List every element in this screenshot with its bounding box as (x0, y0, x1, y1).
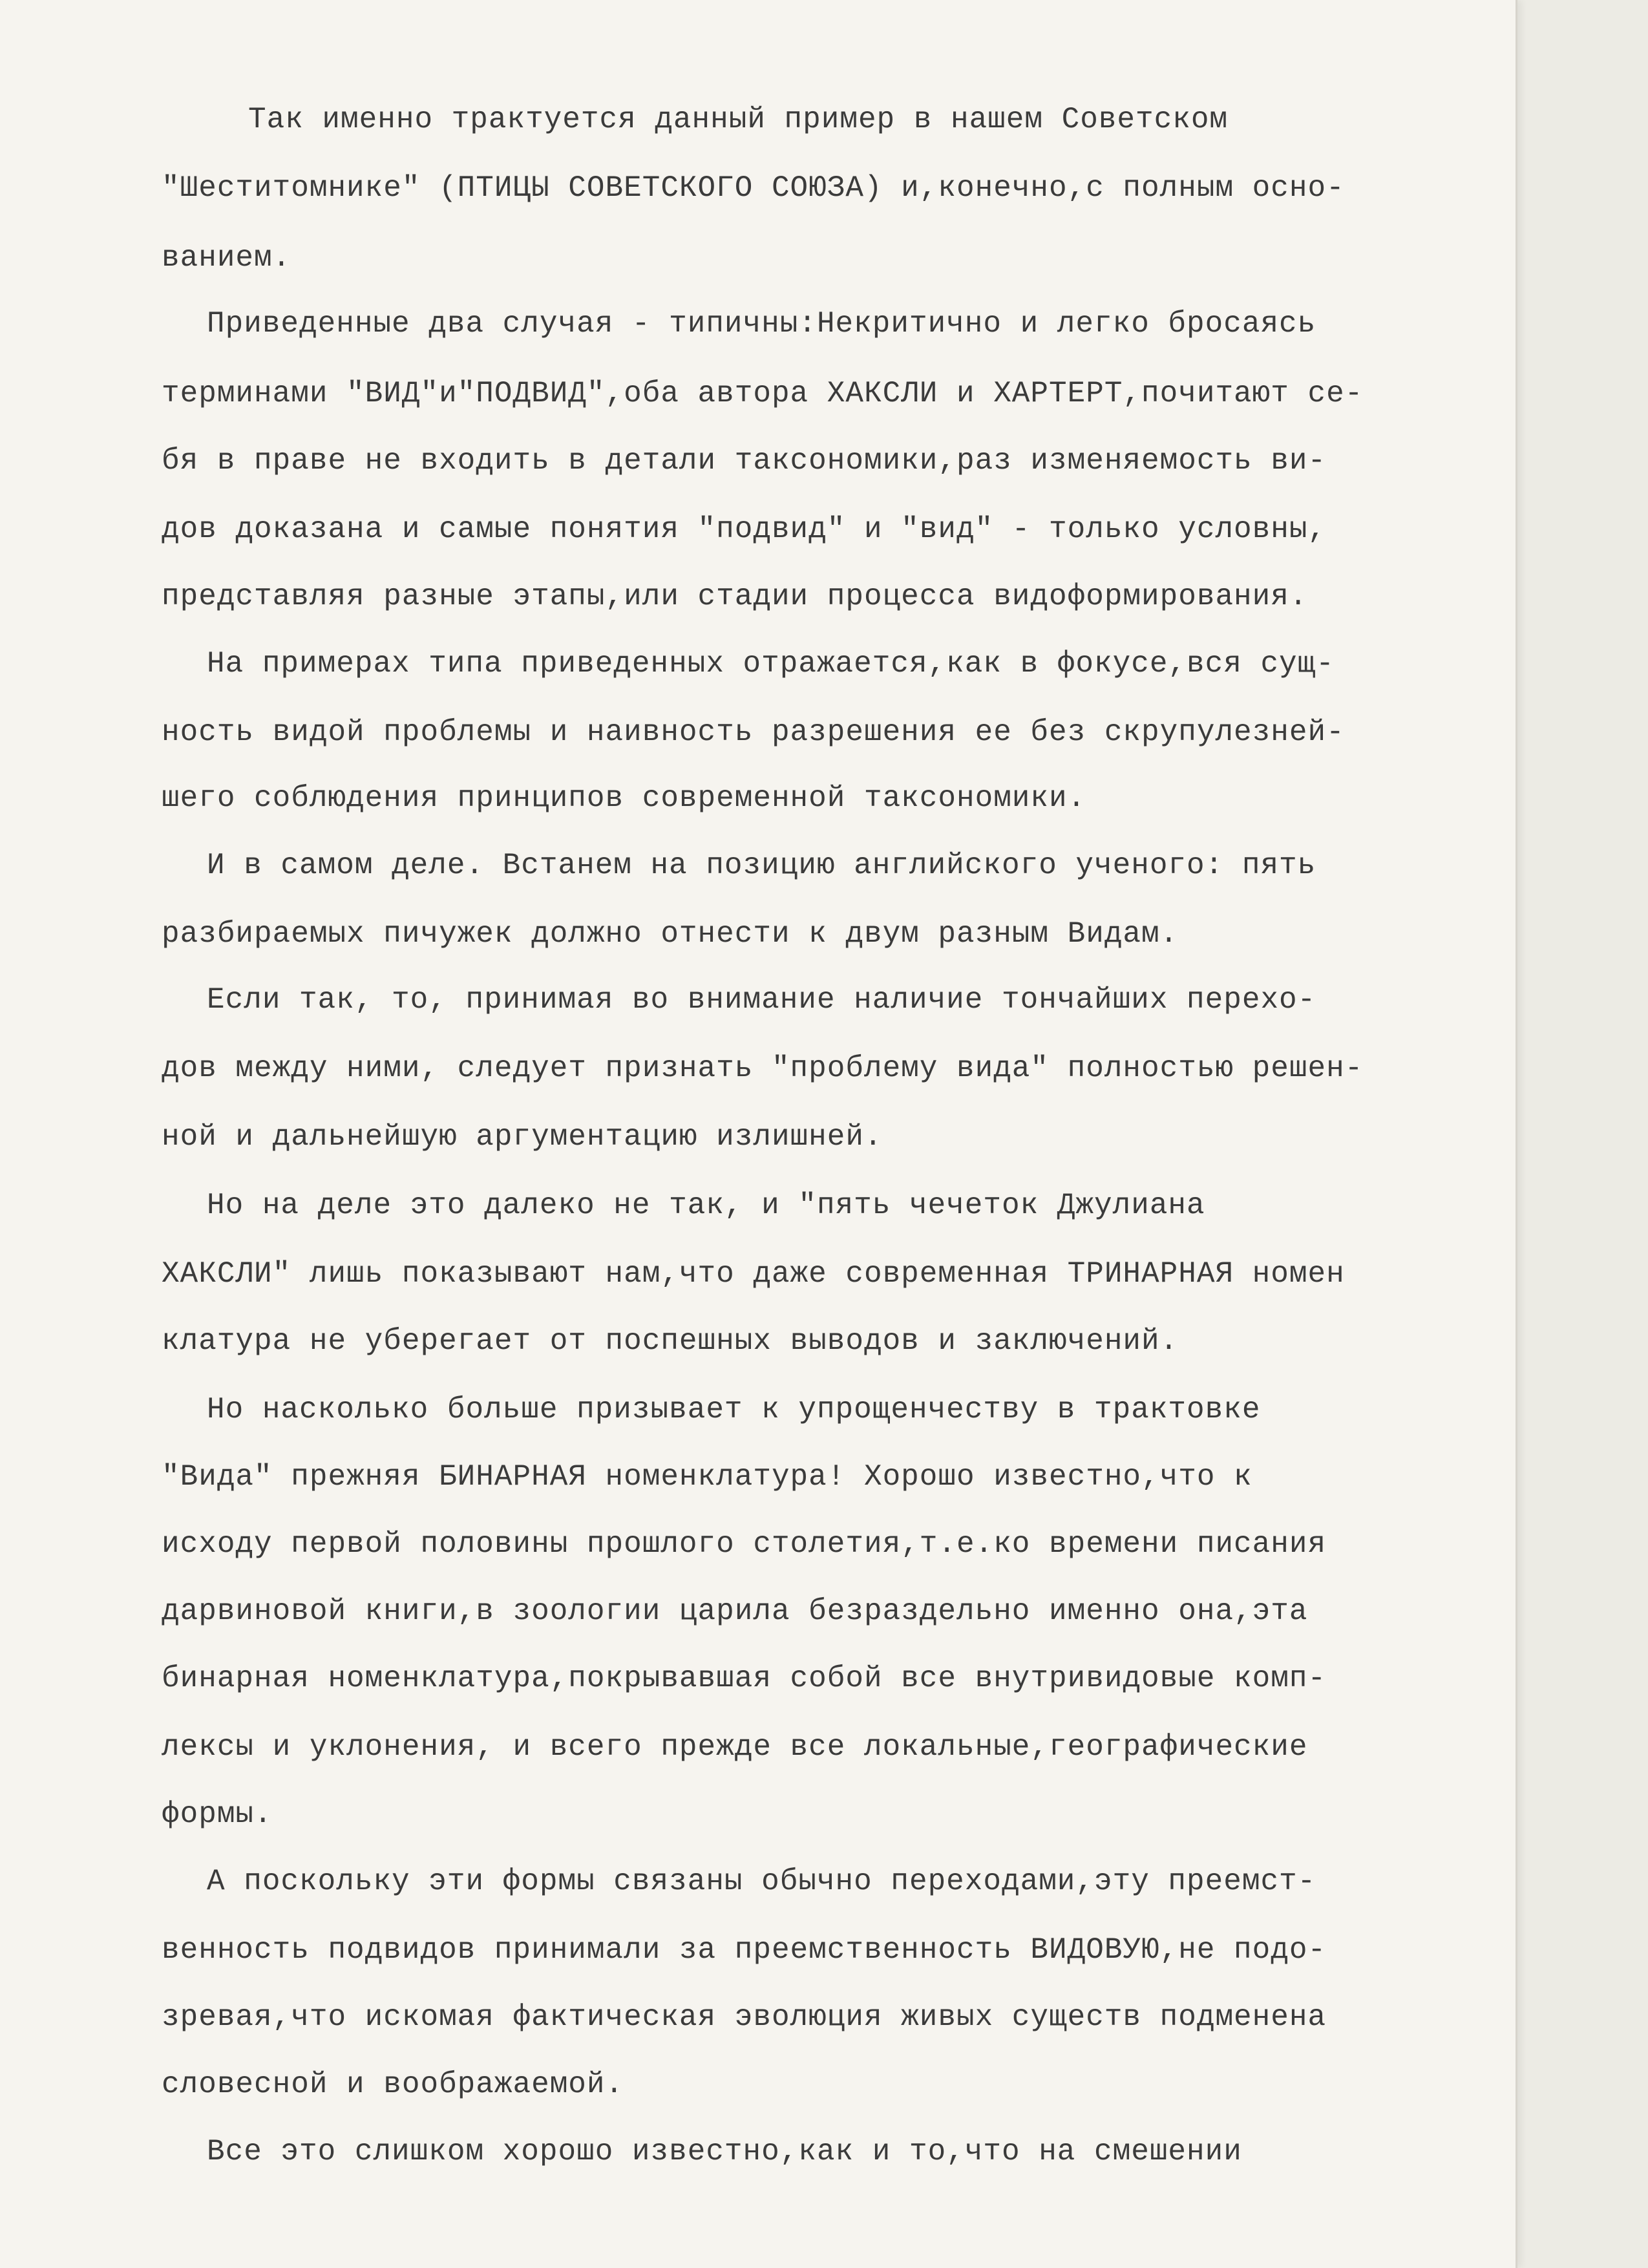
text-line: венность подвидов принимали за преемственность ВИДОВУЮ,не подо- (162, 1933, 1327, 1967)
text-line: ной и дальнейшую аргументацию излишней. (162, 1120, 883, 1154)
text-line: дов между ними, следует признать "проблему вида" полностью решен- (162, 1052, 1364, 1085)
text-line: ХАКСЛИ" лишь показывают нам,что даже современная ТРИНАРНАЯ номен (162, 1257, 1345, 1291)
text-line: исходу первой половины прошлого столетия,т.е.ко времени писания (162, 1527, 1327, 1561)
text-line: Все это слишком хорошо известно,как и то,что на смешении (207, 2135, 1242, 2168)
text-line: ванием. (162, 241, 291, 275)
text-line: зревая,что искомая фактическая эволюция живых существ подменена (162, 2000, 1327, 2034)
text-line: представляя разные этапы,или стадии процесса видоформирования. (162, 580, 1308, 613)
text-line: дарвиновой книги,в зоологии царила безраздельно именно она,эта (162, 1595, 1308, 1628)
text-line: Так именно трактуется данный пример в нашем Советском (248, 103, 1229, 136)
text-line: Приведенные два случая - типичны:Некритично и легко бросаясь (207, 307, 1316, 341)
text-line: А поскольку эти формы связаны обычно переходами,эту преемст- (207, 1865, 1316, 1898)
text-line: бинарная номенклатура,покрывавшая собой все внутривидовые комп- (162, 1662, 1327, 1695)
text-line: И в самом деле. Встанем на позицию английского ученого: пять (207, 849, 1316, 882)
text-line: Но на деле это далеко не так, и "пять чечеток Джулиана (207, 1189, 1205, 1222)
text-line: "Вида" прежняя БИНАРНАЯ номенклатура! Хорошо известно,что к (162, 1460, 1252, 1494)
text-line: лексы и уклонения, и всего прежде все локальные,географические (162, 1730, 1308, 1764)
text-line: "Шеститомнике" (ПТИЦЫ СОВЕТСКОГО СОЮЗА) и,конечно,с полным осно- (162, 171, 1345, 205)
text-line: бя в праве не входить в детали таксономики,раз изменяемость ви- (162, 444, 1327, 478)
text-line: шего соблюдения принципов современной таксономики. (162, 781, 1086, 815)
text-line: терминами "ВИД"и"ПОДВИД",оба автора ХАКСЛИ и ХАРТЕРТ,почитают се- (162, 377, 1364, 410)
text-line: клатура не уберегает от поспешных выводов и заключений. (162, 1324, 1179, 1358)
text-line: разбираемых пичужек должно отнести к двум разным Видам. (162, 917, 1179, 951)
text-line: ность видой проблемы и наивность разрешения ее без скрупулезней- (162, 715, 1345, 749)
text-line: Если так, то, принимая во внимание наличие тончайших перехо- (207, 983, 1316, 1017)
text-line: словесной и воображаемой. (162, 2068, 624, 2101)
text-line: формы. (162, 1797, 273, 1831)
text-line: На примерах типа приведенных отражается,как в фокусе,вся сущ- (207, 647, 1335, 681)
text-line: Но насколько больше призывает к упрощенчеству в трактовке (207, 1393, 1261, 1426)
text-line: дов доказана и самые понятия "подвид" и "вид" - только условны, (162, 513, 1327, 546)
